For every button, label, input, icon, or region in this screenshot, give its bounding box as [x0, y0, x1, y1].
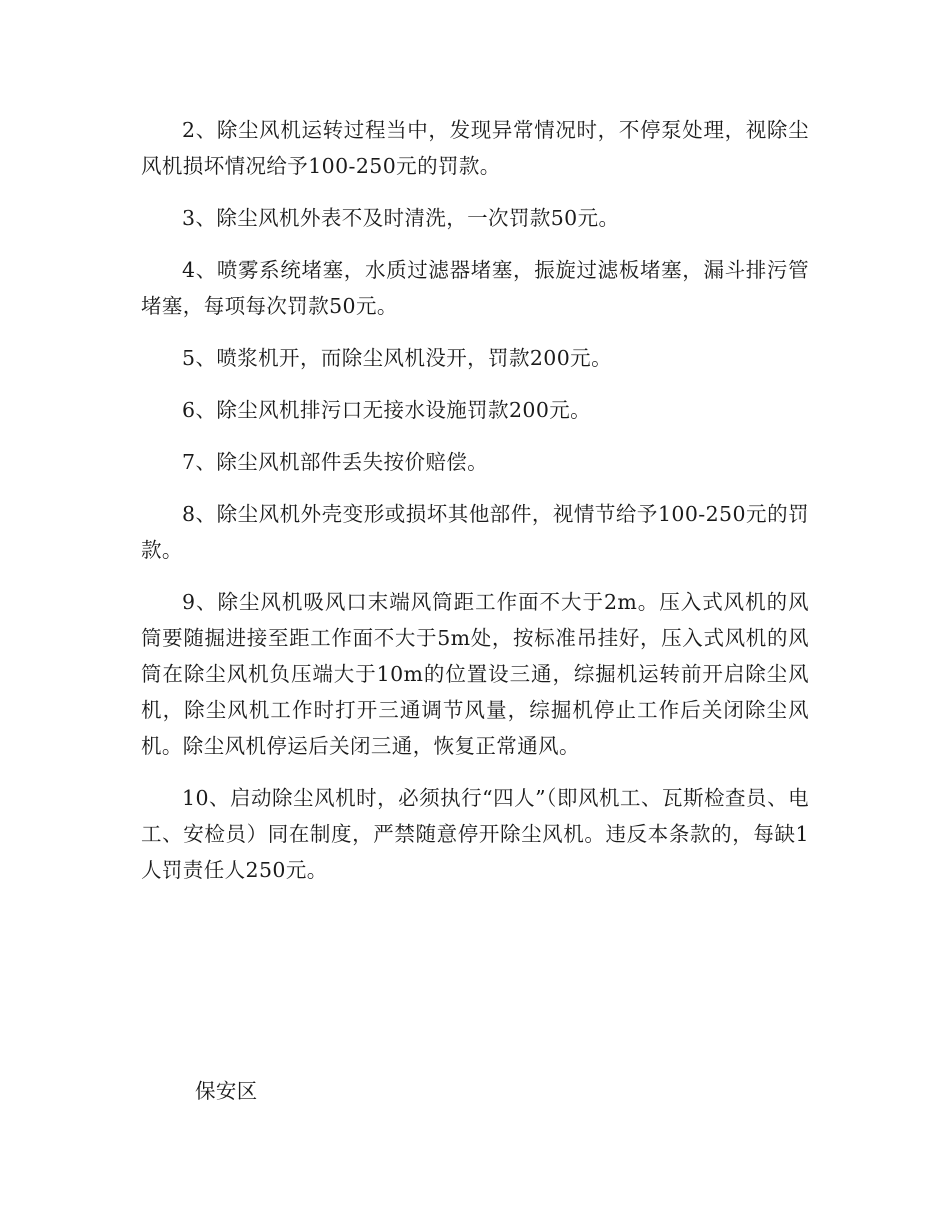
- clause-5: 5、喷浆机开，而除尘风机没开，罚款200元。: [182, 346, 612, 370]
- clause-9: 9、除尘风机吸风口末端风筒距工作面不大于2m。压入式风机的风筒要随掘进接至距工作面不大于5m处，按标准吊挂好，压入式风机的风筒在除尘风机负压端大于10m的位置设三通，综掘机运转前开启除尘风机，除尘风机工作时打开三通调节风量，综掘机停止工作后关闭除尘风机。除尘风机停运后关闭三通，恢复正常通风。: [141, 590, 809, 758]
- clause-4: 4、喷雾系统堵塞，水质过滤器堵塞，振旋过滤板堵塞，漏斗排污管堵塞，每项每次罚款50元。: [141, 258, 809, 318]
- clause-2: 2、除尘风机运转过程当中，发现异常情况时，不停泵处理，视除尘风机损坏情况给予100-250元的罚款。: [141, 118, 809, 178]
- clause-7: 7、除尘风机部件丢失按价赔偿。: [182, 450, 489, 474]
- document-body: [141, 112, 809, 904]
- department-signature: 保安区: [195, 1079, 258, 1103]
- clause-10: 10、启动除尘风机时，必须执行“四人”（即风机工、瓦斯检查员、电工、安检员）同在制度，严禁随意停开除尘风机。违反本条款的，每缺1人罚责任人250元。: [141, 786, 809, 882]
- clause-6: 6、除尘风机排污口无接水设施罚款200元。: [182, 398, 592, 422]
- clause-8: 8、除尘风机外壳变形或损坏其他部件，视情节给予100-250元的罚款。: [141, 502, 809, 562]
- clause-3: 3、除尘风机外表不及时清洗，一次罚款50元。: [182, 206, 620, 230]
